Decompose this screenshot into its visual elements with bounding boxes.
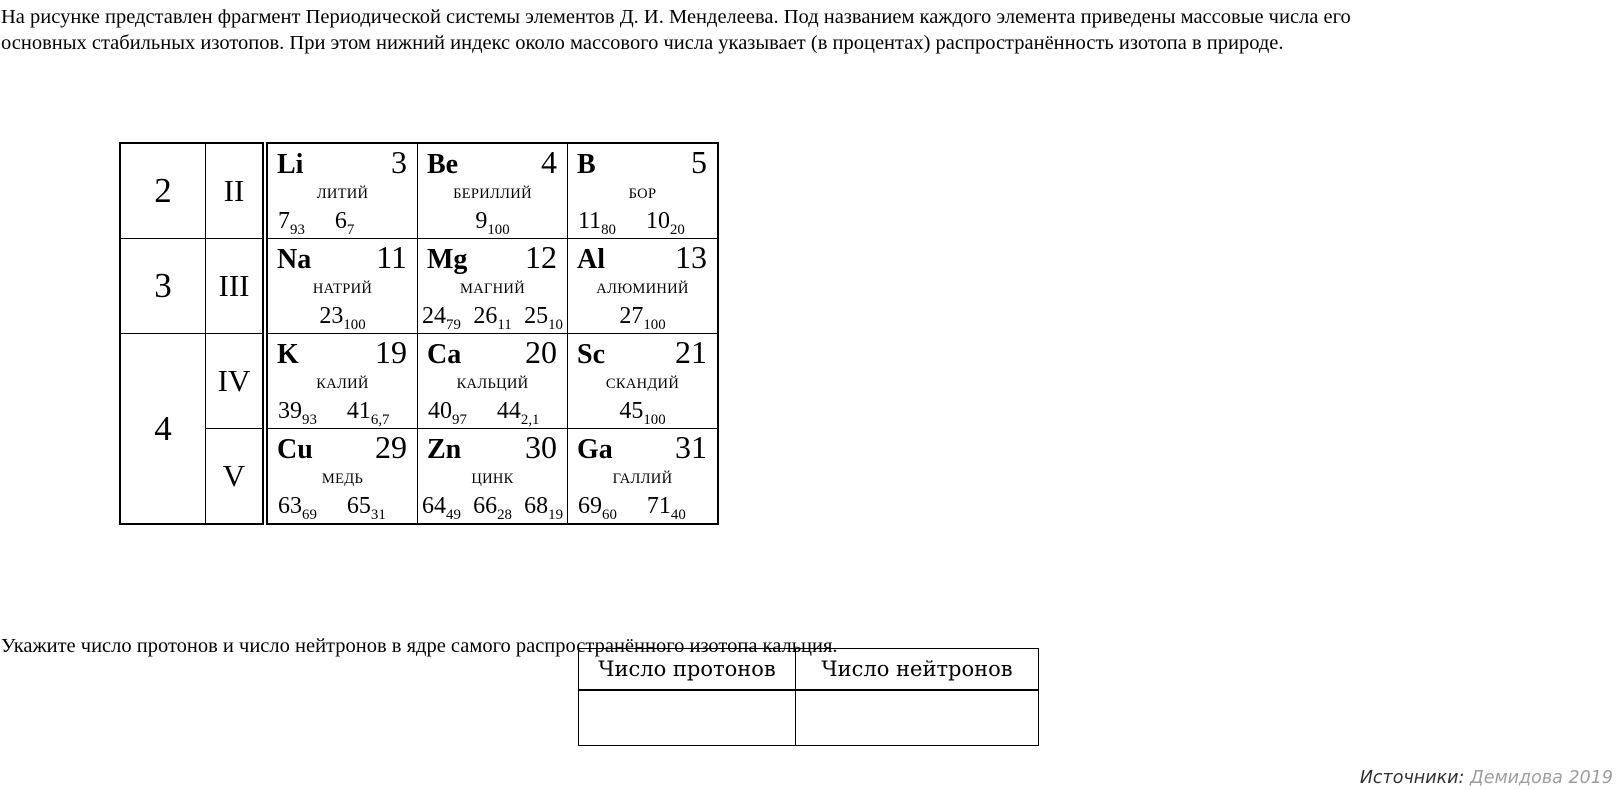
element-name: АЛЮМИНИЙ	[596, 280, 689, 297]
isotope: $41_{6,7}$	[346, 398, 390, 428]
element-symbol: B	[577, 149, 596, 180]
isotope: $64_{49}$	[422, 493, 461, 523]
element-name: БОР	[628, 185, 657, 202]
row-label-ii: II	[206, 143, 266, 239]
table-row	[120, 143, 718, 239]
isotope: $69_{60}$	[578, 493, 617, 523]
element-symbol: Cu	[277, 434, 313, 465]
element-symbol: Mg	[427, 244, 468, 275]
element-isotopes	[568, 493, 717, 523]
element-isotopes	[268, 208, 417, 238]
isotope: $9_{100}$	[475, 208, 510, 238]
isotope: $27_{100}$	[619, 303, 666, 333]
answer-cell-protons	[579, 690, 796, 746]
element-symbol: K	[277, 339, 299, 370]
element-atomic-number: 31	[675, 429, 707, 465]
element-atomic-number: 20	[525, 334, 557, 370]
element-cell-k	[265, 334, 418, 429]
isotope: $65_{31}$	[346, 493, 386, 523]
element-atomic-number: 19	[375, 334, 407, 370]
element-name: НАТРИЙ	[312, 280, 373, 297]
element-isotopes	[568, 208, 717, 238]
source-label: Источники:	[1359, 768, 1465, 788]
element-name: ЛИТИЙ	[316, 185, 369, 202]
periodic-table	[119, 142, 719, 525]
isotope: $23_{100}$	[319, 303, 366, 333]
element-name: КАЛИЙ	[316, 375, 369, 392]
element-name: МАГНИЙ	[460, 280, 525, 297]
isotope: $63_{69}$	[278, 493, 317, 523]
element-symbol: Al	[577, 244, 605, 275]
intro-line-1: На рисунке представлен фрагмент Периодической системы элементов Д. И. Менделеева. Под названием каждого элемента приведены массовые числа его	[1, 6, 1351, 28]
isotope: $66_{28}$	[473, 493, 512, 523]
element-atomic-number: 4	[541, 144, 557, 180]
table-row	[120, 429, 718, 525]
element-atomic-number: 5	[691, 144, 707, 180]
source-value: Демидова 2019	[1470, 768, 1613, 788]
element-cell-na	[265, 239, 418, 334]
isotope: $39_{93}$	[278, 398, 317, 428]
isotope: $26_{11}$	[473, 303, 512, 333]
element-name: СКАНДИЙ	[605, 375, 680, 392]
isotope: $40_{97}$	[428, 398, 467, 428]
element-isotopes	[268, 398, 417, 428]
element-cell-ga	[568, 429, 719, 525]
answer-header-row	[579, 649, 1039, 691]
isotope: $11_{80}$	[578, 208, 616, 238]
element-atomic-number: 13	[675, 239, 707, 275]
isotope: $6_7$	[334, 208, 355, 238]
answer-header-neutrons: Число нейтронов	[796, 649, 1039, 691]
element-isotopes	[568, 303, 717, 333]
element-cell-li	[265, 143, 418, 239]
period-label-4: 4	[120, 334, 206, 525]
isotope: $7_{93}$	[278, 208, 305, 238]
intro-paragraph	[1, 4, 1351, 56]
element-symbol: Ca	[427, 339, 462, 370]
element-cell-ca	[418, 334, 568, 429]
element-atomic-number: 3	[391, 144, 407, 180]
row-label-v: V	[206, 429, 266, 525]
element-symbol: Na	[277, 244, 312, 275]
element-name: ГАЛЛИЙ	[612, 470, 673, 487]
element-symbol: Be	[427, 149, 459, 180]
isotope: $68_{19}$	[524, 493, 563, 523]
element-cell-mg	[418, 239, 568, 334]
answer-cell-neutrons	[796, 690, 1039, 746]
intro-line-2: основных стабильных изотопов. При этом нижний индекс около массового числа указывает (в процентах) распространённость изотопа в природе.	[1, 32, 1284, 54]
element-isotopes	[268, 303, 417, 333]
element-atomic-number: 12	[525, 239, 557, 275]
answer-table	[578, 648, 1039, 746]
element-symbol: Sc	[577, 339, 605, 370]
element-cell-be	[418, 143, 568, 239]
element-atomic-number: 30	[525, 429, 557, 465]
element-cell-zn	[418, 429, 568, 525]
isotope: $71_{40}$	[646, 493, 686, 523]
element-isotopes	[418, 303, 567, 333]
isotope: $10_{20}$	[645, 208, 685, 238]
period-label-2: 2	[120, 143, 206, 239]
isotope: $45_{100}$	[619, 398, 666, 428]
element-symbol: Zn	[427, 434, 462, 465]
element-atomic-number: 21	[675, 334, 707, 370]
element-name: БЕРИЛЛИЙ	[453, 185, 532, 202]
element-isotopes	[418, 398, 567, 428]
row-label-iii: III	[206, 239, 266, 334]
isotope: $25_{10}$	[524, 303, 563, 333]
element-cell-al	[568, 239, 719, 334]
element-atomic-number: 29	[375, 429, 407, 465]
question-text: Укажите число протонов и число нейтронов в ядре самого распространённого изотопа кальция.	[1, 635, 838, 657]
table-row	[120, 334, 718, 429]
answer-value-row	[579, 690, 1039, 746]
answer-header-protons: Число протонов	[579, 649, 796, 691]
element-isotopes	[268, 493, 417, 523]
element-cell-b	[568, 143, 719, 239]
element-isotopes	[418, 493, 567, 523]
source-attribution	[1360, 768, 1613, 788]
element-cell-sc	[568, 334, 719, 429]
isotope: $24_{79}$	[422, 303, 461, 333]
element-symbol: Ga	[577, 434, 613, 465]
element-atomic-number: 11	[376, 239, 407, 275]
element-name: МЕДЬ	[321, 470, 364, 487]
element-isotopes	[568, 398, 717, 428]
element-symbol: Li	[277, 149, 304, 180]
period-label-3: 3	[120, 239, 206, 334]
element-name: КАЛЬЦИЙ	[456, 375, 529, 392]
isotope: $44_{2,1}$	[496, 398, 540, 428]
element-isotopes	[418, 208, 567, 238]
element-cell-cu	[265, 429, 418, 525]
element-name: ЦИНК	[471, 470, 514, 487]
row-label-iv: IV	[206, 334, 266, 429]
table-row	[120, 239, 718, 334]
